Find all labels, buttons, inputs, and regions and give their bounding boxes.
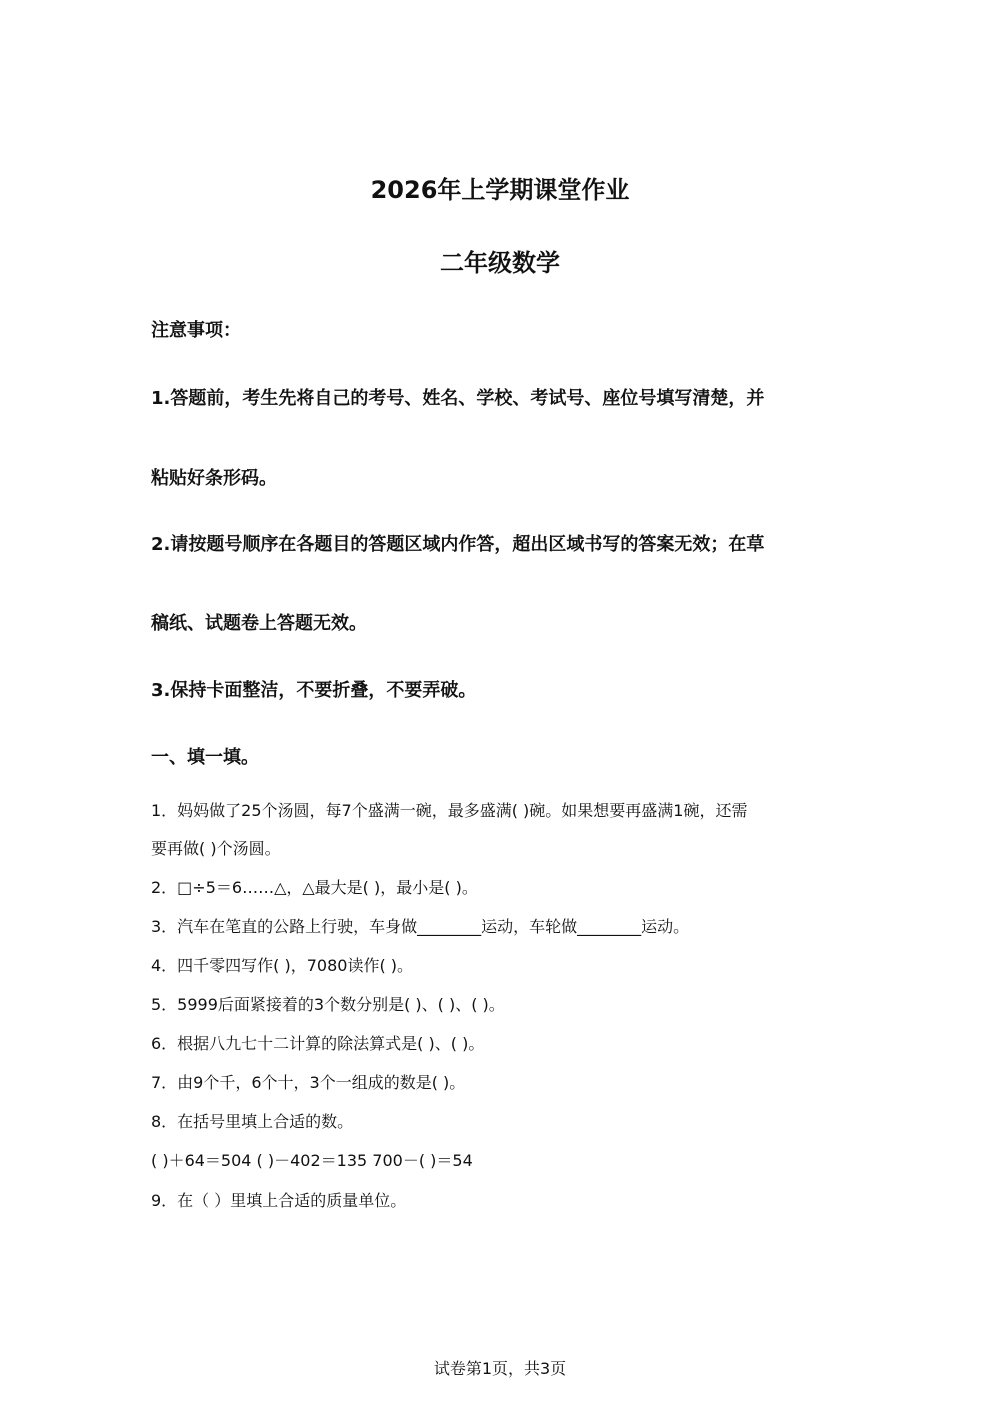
section-heading: 一、填一填。 (151, 747, 259, 768)
notice-item-2-line2: 稿纸、试题卷上答题无效。 (151, 613, 367, 634)
question-8-equations: ( )＋64＝504 ( )－402＝135 700－( )＝54 (151, 1151, 473, 1170)
question-9: 9．在（ ）里填上合适的质量单位。 (151, 1191, 407, 1210)
question-4: 4．四千零四写作( )，7080读作( )。 (151, 956, 414, 975)
question-1-line2: 要再做( )个汤圆。 (151, 839, 281, 858)
document-subtitle: 二年级数学 (440, 249, 560, 277)
question-2: 2．□÷5＝6……△，△最大是( )，最小是( )。 (151, 878, 478, 897)
notice-item-1-line2: 粘贴好条形码。 (151, 468, 277, 489)
question-3: 3．汽车在笔直的公路上行驶，车身做________运动，车轮做________运动。 (151, 917, 690, 936)
notice-item-3-line1: 3.保持卡面整洁，不要折叠，不要弄破。 (151, 680, 477, 701)
notice-item-1-line1: 1.答题前，考生先将自己的考号、姓名、学校、考试号、座位号填写清楚，并 (151, 388, 765, 409)
page-footer: 试卷第1页，共3页 (433, 1359, 567, 1378)
question-5: 5．5999后面紧接着的3个数分别是( )、( )、( )。 (151, 995, 505, 1014)
question-6: 6．根据八九七十二计算的除法算式是( )、( )。 (151, 1034, 485, 1053)
document-title: 2026年上学期课堂作业 (370, 176, 630, 204)
notice-heading: 注意事项： (151, 320, 241, 341)
notice-item-2-line1: 2.请按题号顺序在各题目的答题区域内作答，超出区域书写的答案无效；在草 (151, 534, 765, 555)
question-7: 7．由9个千，6个十，3个一组成的数是( )。 (151, 1073, 466, 1092)
question-8: 8．在括号里填上合适的数。 (151, 1112, 354, 1131)
question-1-line1: 1．妈妈做了25个汤圆，每7个盛满一碗，最多盛满( )碗。如果想要再盛满1碗，还需 (151, 801, 748, 820)
